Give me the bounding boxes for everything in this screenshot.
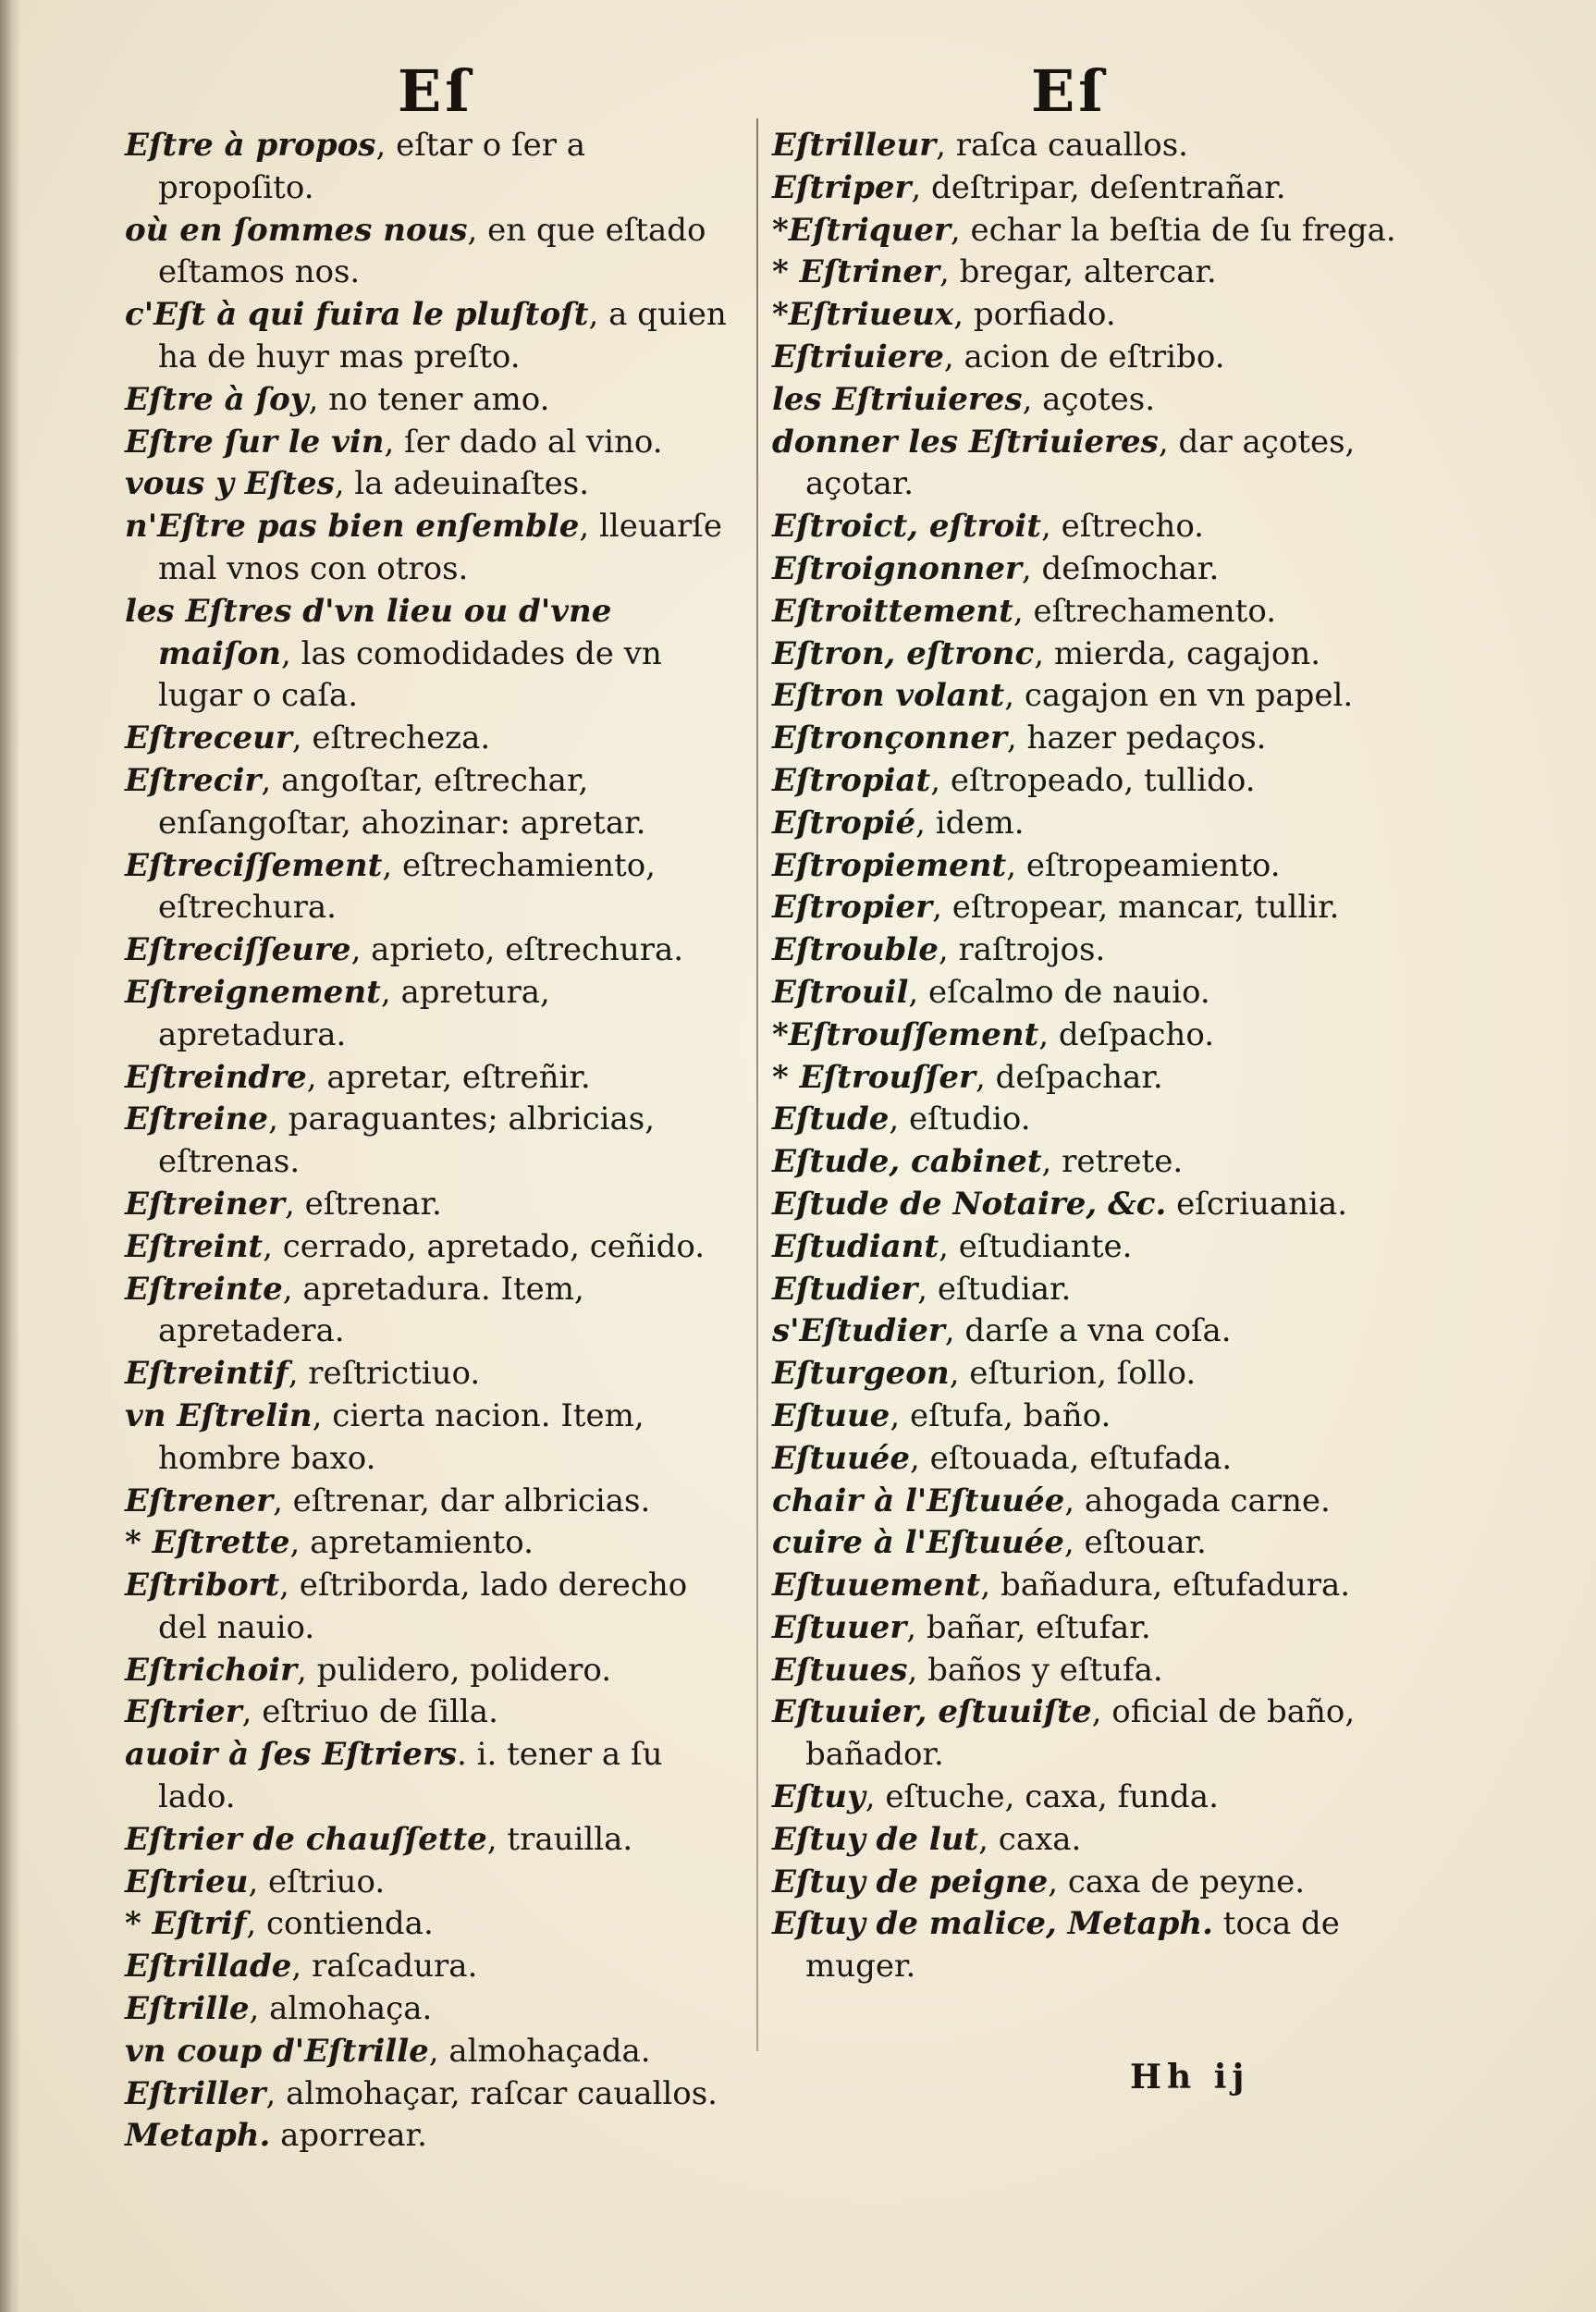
- entry: Eſtuuée, eſtouada, eſtufada.: [772, 1439, 1233, 1477]
- entry: Eſtre à ſoy, no tener amo.: [125, 380, 550, 418]
- entry: Eſtrouil, eſcalmo de nauio.: [772, 973, 1210, 1011]
- entry: *Eſtriquer, echar la beſtia de ſu frega.: [772, 211, 1396, 249]
- entry: les Eſtres d'vn lieu ou d'vne maiſon, las comodidades de vn lugar o caſa.: [125, 592, 662, 715]
- entry: vous y Eſtes, la adeuinaſtes.: [125, 465, 590, 503]
- entry: Eſtreciſſeure, aprieto, eſtrechura.: [125, 931, 684, 969]
- entry: Eſtreintif, reſtrictiuo.: [125, 1355, 481, 1393]
- entry: vn Eſtrelin, cierta nacion. Item, hombre baxo.: [125, 1396, 645, 1477]
- entry: Eſtudier, eſtudiar.: [772, 1270, 1072, 1308]
- entry: Eſtropié, idem.: [772, 804, 1025, 842]
- right-column: [772, 125, 1401, 1988]
- entry: Eſtrichoir, pulidero, polidero.: [125, 1651, 612, 1689]
- entry: Eſtuue, eſtufa, baño.: [772, 1396, 1111, 1434]
- entry: *Eſtrouſſement, deſpacho.: [772, 1015, 1215, 1053]
- entry: Eſtuuement, bañadura, eſtufadura.: [772, 1567, 1351, 1605]
- entry: Eſtroittement, eſtrechamento.: [772, 592, 1276, 630]
- entry: Eſtriller, almohaçar, raſcar cauallos.: [125, 2074, 718, 2112]
- entry: Eſtuuier, eſtuuiſte, oficial de baño, bañador.: [772, 1693, 1356, 1774]
- entry: Eſtuy de peigne, caxa de peyne.: [772, 1863, 1306, 1900]
- entry: Eſtropiement, eſtropeamiento.: [772, 846, 1281, 884]
- entry: Eſtrouble, raſtrojos.: [772, 931, 1106, 969]
- running-head-left: Eſ: [398, 57, 473, 125]
- entry: *Eſtriueux, porfiado.: [772, 296, 1116, 334]
- entry: * Eſtrouſſer, deſpachar.: [772, 1058, 1163, 1096]
- entry: Eſtronçonner, hazer pedaços.: [772, 719, 1267, 757]
- entry: Eſtrier, eſtriuo de ſilla.: [125, 1693, 498, 1731]
- entry: Eſtrier de chauſſette, trauilla.: [125, 1820, 633, 1858]
- page-spine-shadow: [0, 0, 20, 2312]
- entry: Eſtriper, deſtripar, deſentrañar.: [772, 168, 1286, 206]
- entry: chair à l'Eſtuuée, ahogada carne.: [772, 1482, 1331, 1519]
- entry: les Eſtriuieres, açotes.: [772, 380, 1155, 418]
- entry: Eſtrener, eſtrenar, dar albricias.: [125, 1482, 651, 1519]
- entry: s'Eſtudier, darſe a vna coſa.: [772, 1312, 1232, 1350]
- entry: Eſtron, eſtronc, mierda, cagajon.: [772, 634, 1321, 672]
- entry: Eſtroignonner, deſmochar.: [772, 549, 1220, 587]
- entry: c'Eſt à qui fuira le pluſtoſt, a quien ha de huyr mas preſto.: [125, 296, 727, 375]
- entry: Eſtreine, paraguantes; albricias, eſtrenas.: [125, 1101, 656, 1181]
- entry: Eſtuues, baños y eſtufa.: [772, 1651, 1163, 1689]
- entry: auoir à ſes Eſtriers. i. tener a ſu lado.: [125, 1736, 663, 1816]
- entry: Eſtreint, cerrado, apretado, ceñido.: [125, 1227, 706, 1265]
- entry: Eſtrecir, angoſtar, eſtrechar, enſangoſtar, ahozinar: apretar.: [125, 761, 646, 842]
- entry: Eſtude, cabinet, retrete.: [772, 1143, 1184, 1181]
- column-rule: [756, 118, 758, 2051]
- entry: vn coup d'Eſtrille, almohaçada.: [125, 2032, 651, 2070]
- entry: Eſtreindre, apretar, eſtreñir.: [125, 1058, 591, 1096]
- entry: n'Eſtre pas bien enſemble, lleuarſe mal vnos con otros.: [125, 508, 722, 587]
- entry: où en ſommes nous, en que eſtado eſtamos nos.: [125, 211, 706, 291]
- entry: Eſtrieu, eſtriuo.: [125, 1863, 386, 1900]
- entry: Eſtroict, eſtroit, eſtrecho.: [772, 508, 1204, 546]
- entry: Metaph. aporrear.: [125, 2117, 427, 2155]
- entry: Eſtre à propos, eſtar o ſer a propoſito.: [125, 127, 586, 206]
- entry: Eſturgeon, eſturion, ſollo.: [772, 1355, 1197, 1393]
- entry: Eſtrilleur, raſca cauallos.: [772, 127, 1188, 164]
- entry: Eſtudiant, eſtudiante.: [772, 1227, 1133, 1265]
- entry: Eſtropiat, eſtropeado, tullido.: [772, 761, 1256, 799]
- entry: Eſtude, eſtudio.: [772, 1101, 1031, 1138]
- entry: Eſtreceur, eſtrecheza.: [125, 719, 491, 757]
- entry: donner les Eſtriuieres, dar açotes, açotar.: [772, 423, 1356, 503]
- entry: Eſtuy de malice, Metaph. toca de muger.: [772, 1905, 1340, 1986]
- entry: Eſtrille, almohaça.: [125, 1990, 433, 2028]
- left-column: [125, 125, 740, 2158]
- entry: Eſtriuiere, acion de eſtribo.: [772, 338, 1225, 375]
- entry: Eſtreiner, eſtrenar.: [125, 1185, 442, 1223]
- entry: Eſtre ſur le vin, ſer dado al vino.: [125, 423, 663, 461]
- entry: Eſtreinte, apretadura. Item, apretadera.: [125, 1270, 584, 1350]
- entry: * Eſtriner, bregar, altercar.: [772, 253, 1217, 291]
- entry: Eſtude de Notaire, &c. eſcriuania.: [772, 1185, 1348, 1223]
- entry: Eſtuy, eſtuche, caxa, funda.: [772, 1778, 1219, 1816]
- entry: Eſtreciſſement, eſtrechamiento, eſtrechura.: [125, 846, 656, 927]
- entry: Eſtrillade, raſcadura.: [125, 1948, 478, 1986]
- entry: Eſtropier, eſtropear, mancar, tullir.: [772, 889, 1340, 927]
- entry: Eſtuuer, bañar, eſtufar.: [772, 1608, 1151, 1646]
- signature-mark: Hh ij: [1130, 2058, 1250, 2097]
- entry: cuire à l'Eſtuuée, eſtouar.: [772, 1524, 1207, 1562]
- entry: * Eſtrif, contienda.: [125, 1905, 434, 1943]
- entry: Eſtron volant, cagajon en vn papel.: [772, 677, 1354, 715]
- running-head-right: Eſ: [1031, 57, 1107, 125]
- entry: Eſtribort, eſtriborda, lado derecho del nauio.: [125, 1567, 688, 1646]
- entry: * Eſtrette, apretamiento.: [125, 1524, 534, 1562]
- entry: Eſtuy de lut, caxa.: [772, 1820, 1082, 1858]
- entry: Eſtreignement, apretura, apretadura.: [125, 973, 550, 1053]
